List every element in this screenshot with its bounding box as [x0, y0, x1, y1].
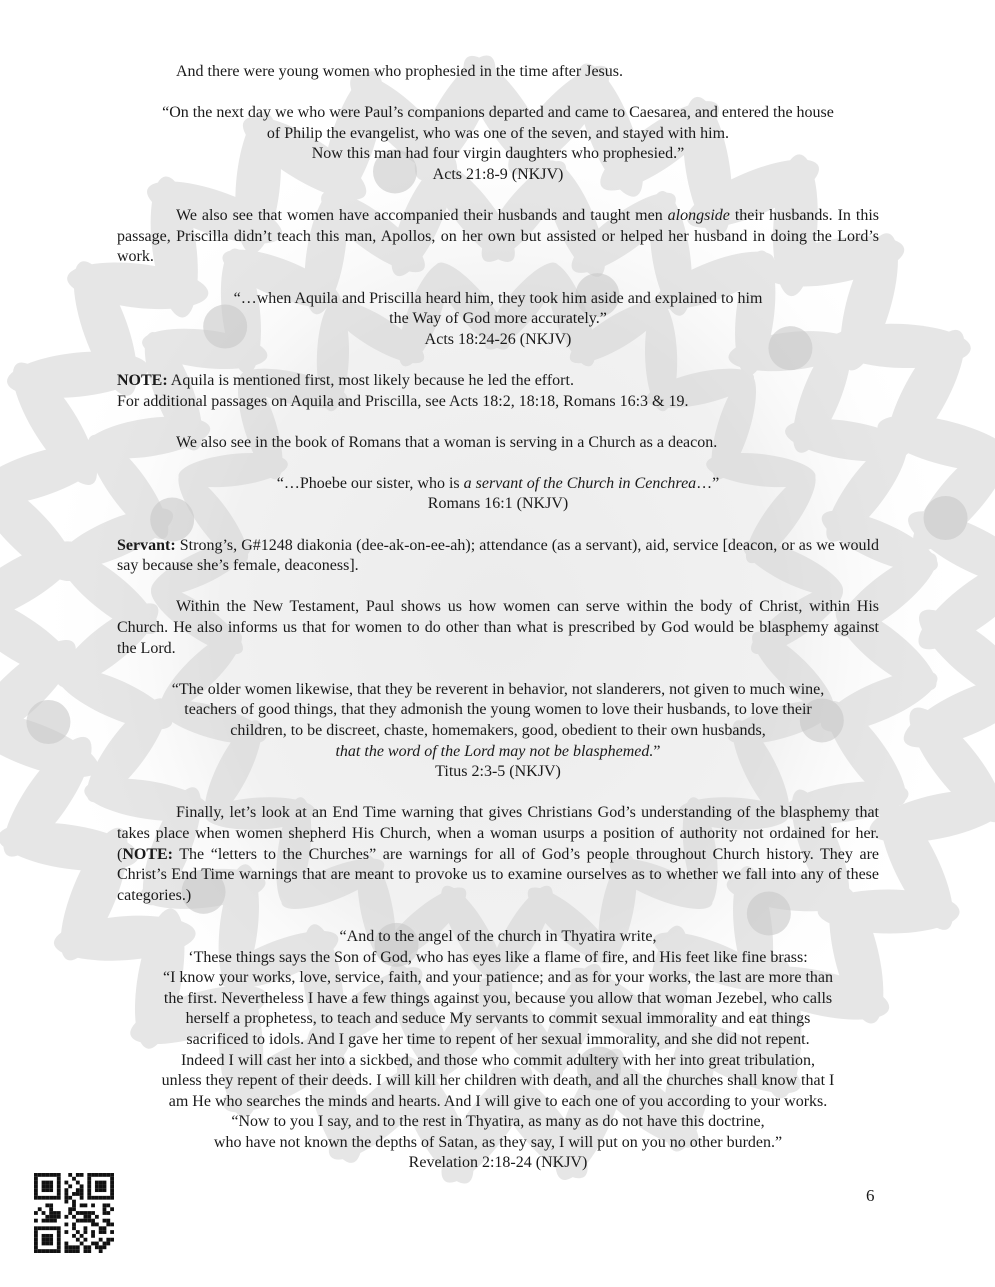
wreath-olive — [26, 700, 70, 744]
quote-line: “And to the angel of the church in Thyatira write, — [339, 927, 657, 945]
quote-line: “…when Aquila and Priscilla heard him, they took him aside and explained to him — [233, 289, 763, 307]
note-label: NOTE: — [122, 845, 173, 863]
emphasis-text: alongside — [667, 207, 730, 225]
quote-line: the first. Nevertheless I have a few things against you, because you allow that woman Jezebel, who calls — [163, 989, 833, 1007]
quote-line: Indeed I will cast her into a sickbed, and those who commit adultery with her into great tribulation, — [180, 1051, 816, 1069]
quote-romans-16 — [117, 474, 879, 515]
quote-line: unless they repent of their deeds. I will kill her children with death, and all the churches shall know that I — [161, 1072, 835, 1090]
text-span: Finally, let’s look at an End Time warning that gives Christians God’s understanding of the blasphemy that takes place when women shepherd His Church, when a woman usurps a position of authority not ordained for her. ( — [117, 804, 879, 863]
quote-line: “The older women likewise, that they be reverent in behavior, not slanderers, not given to much wine, — [171, 680, 825, 698]
quote-line: the Way of God more accurately.” — [389, 310, 607, 328]
page-number: 6 — [866, 1186, 875, 1205]
body-text — [117, 62, 879, 1174]
note-additional-passages: For additional passages on Aquila and Priscilla, see Acts 18:2, 18:18, Romans 16:3 & 19. — [117, 392, 689, 410]
paragraph-end-time-warning — [117, 803, 879, 906]
quote-line: herself a prophetess, to teach and seduce My servants to commit sexual immorality and eat things — [185, 1010, 811, 1028]
scripture-reference: Acts 21:8-9 (NKJV) — [432, 165, 564, 183]
quote-line: sacrificed to idols. And I gave her time to repent of her sexual immorality, and she did not repent. — [186, 1030, 810, 1048]
servant-definition — [117, 536, 879, 577]
emphasis-text: that the word of the Lord may not be blasphemed. — [335, 742, 654, 760]
quote-line: am He who searches the minds and hearts. And I will give to each one of you according to your works. — [168, 1092, 828, 1110]
text-span: “…Phoebe our sister, who is — [276, 474, 464, 492]
text-span: ” — [653, 742, 661, 760]
definition-label: Servant: — [117, 536, 176, 554]
quote-line: ‘These things says the Son of God, who has eyes like a flame of fire, and His feet like fine brass: — [188, 948, 808, 966]
paragraph-romans: We also see in the book of Romans that a woman is serving in a Church as a deacon. — [176, 433, 718, 451]
paragraph-new-testament: Within the New Testament, Paul shows us how women can serve within the body of Christ, within His Church. He also informs us that for women to do other than what is prescribed by God would be blasphemy against the Lord. — [117, 598, 879, 657]
quote-line: Now this man had four virgin daughters who prophesied.” — [311, 145, 685, 163]
quote-titus-2 — [117, 680, 879, 783]
scripture-reference: Titus 2:3-5 (NKJV) — [435, 763, 561, 781]
quote-revelation-2 — [117, 927, 879, 1174]
emphasis-text: a servant of the Church in Cenchrea — [463, 474, 697, 492]
quote-line: “On the next day we who were Paul’s companions departed and came to Caesarea, and entered the house — [162, 104, 834, 122]
quote-line: who have not known the depths of Satan, as they say, I will put on you no other burden.” — [213, 1133, 783, 1151]
quote-line: “Now to you I say, and to the rest in Thyatira, as many as do not have this doctrine, — [231, 1113, 765, 1131]
quote-line: “I know your works, love, service, faith, and your patience; and as for your works, the last are more than — [162, 969, 833, 987]
wreath-olive — [924, 496, 968, 540]
text-span: We also see that women have accompanied their husbands and taught men — [176, 207, 668, 225]
text-span: The “letters to the Churches” are warnings for all of God’s people throughout Church history. They are Christ’s End Time warnings that are meant to provoke us to examine ourselves as to whether we fall into any of these categories.) — [117, 845, 879, 904]
scripture-reference: Romans 16:1 (NKJV) — [427, 495, 569, 513]
note-aquila — [117, 371, 879, 412]
text-span: their husbands. In this passage, Priscilla didn’t teach this man, Apollos, on her own but assisted or helped her husband in doing the Lord’s work. — [117, 207, 879, 266]
quote-line: teachers of good things, that they admonish the young women to love their husbands, to love their — [184, 701, 812, 719]
qr-code-icon[interactable] — [34, 1173, 114, 1253]
definition-text: Strong’s, G#1248 diakonia (dee-ak-on-ee-ah); attendance (as a servant), aid, service [deacon, or as we would say because she’s female, deaconess]. — [117, 536, 879, 575]
note-label: NOTE: — [117, 371, 168, 389]
text-span: …” — [696, 474, 720, 492]
scripture-reference: Acts 18:24-26 (NKJV) — [424, 330, 572, 348]
quote-line: children, to be discreet, chaste, homemakers, good, obedient to their own husbands, — [230, 722, 766, 739]
paragraph-young-women: And there were young women who prophesied in the time after Jesus. — [176, 63, 623, 80]
quote-acts-18 — [117, 289, 879, 351]
scripture-reference: Revelation 2:18-24 (NKJV) — [408, 1154, 588, 1172]
note-text: Aquila is mentioned first, most likely because he led the effort. — [167, 371, 574, 389]
quote-line: of Philip the evangelist, who was one of the seven, and stayed with him. — [266, 124, 730, 142]
paragraph-accompanied — [117, 206, 879, 268]
quote-acts-21 — [117, 103, 879, 185]
